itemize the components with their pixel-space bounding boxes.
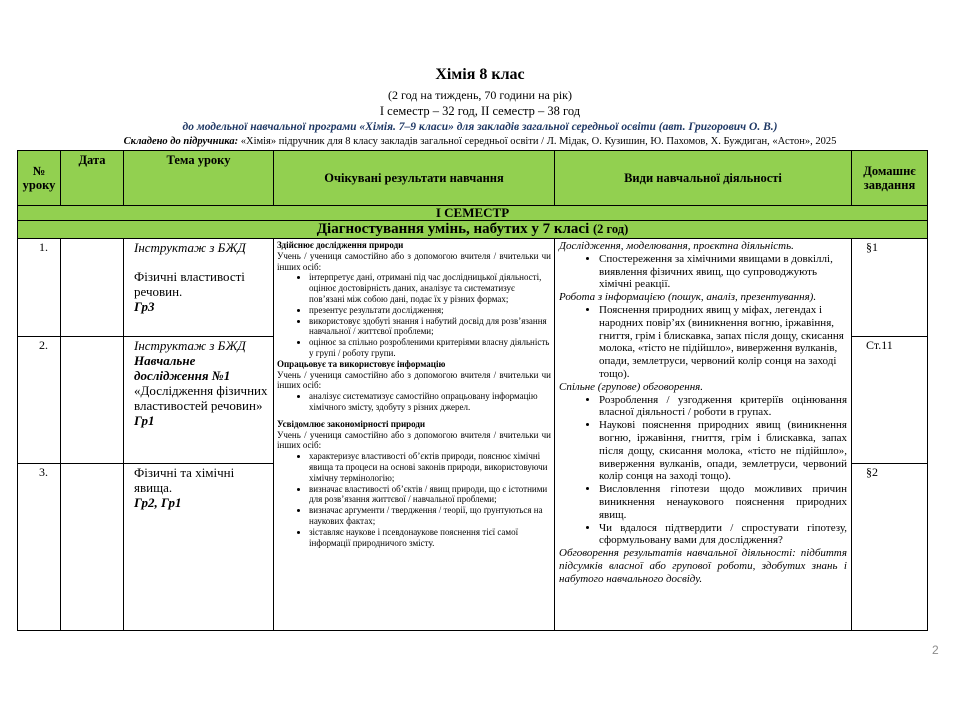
topic-title: «Дослідження фізичних властивостей речовин» (134, 383, 268, 413)
col-header-number: № уроку (18, 151, 61, 206)
activity-list (559, 253, 847, 291)
lesson-plan-table (17, 150, 928, 631)
safety-instruction: Інструктаж з БЖД (134, 240, 246, 255)
group-label: Гр3 (134, 299, 155, 314)
results-intro: Учень / учениця самостійно або з допомогою вчителя / вчительки чи інших осіб: (277, 429, 551, 451)
section-label (18, 221, 928, 239)
semester-label: І СЕМЕСТР (18, 206, 928, 221)
results-heading: Усвідомлює закономірності природи (277, 418, 426, 429)
list-item: • використовує здобуті знання і набутий досвід для розв’язання навчальної / життєвої проблеми; (309, 316, 551, 338)
section-row (18, 221, 928, 239)
list-item: • презентує результати дослідження; (309, 305, 551, 316)
hours-subtitle: (2 год на тиждень, 70 години на рік) (388, 88, 572, 102)
results-list (277, 272, 551, 358)
results-intro: Учень / учениця самостійно або з допомогою вчителя / вчительки чи інших осіб: (277, 250, 551, 272)
lesson-topic (124, 239, 274, 337)
results-heading: Опрацьовує та використовує інформацію (277, 358, 446, 369)
activity-list (559, 394, 847, 548)
semester-hours: І семестр – 32 год, ІІ семестр – 38 год (379, 104, 581, 118)
section-hours: (2 год) (592, 222, 629, 236)
lesson-date (61, 337, 124, 464)
lesson-date (61, 464, 124, 631)
list-item: • визначає властивості об’єктів / явищ природи, що є істотними для розв’язання життєвої / навчальної проблеми; (309, 484, 551, 506)
activity-closing: Обговорення результатів навчальної діяльності: підбиття підсумків власної або групової роботи, здобутих знань і набутого навчального досвіду. (559, 547, 847, 585)
col-header-activities: Види навчальної діяльності (555, 151, 852, 206)
lesson-homework: Ст.11 (852, 337, 928, 464)
research-label: Навчальне дослідження №1 (134, 353, 231, 383)
col-header-homework: Домашнє завдання (852, 151, 928, 206)
activity-intro: Спільне (групове) обговорення. (559, 380, 704, 393)
topic-title: Фізичні властивості речовин. (134, 269, 245, 299)
expected-results (274, 239, 555, 631)
page-title: Хімія 8 клас (435, 66, 525, 83)
table-row (18, 239, 928, 337)
col-header-topic: Тема уроку (124, 151, 274, 206)
results-heading: Здійснює дослідження природи (277, 240, 404, 250)
lesson-topic (124, 337, 274, 464)
lesson-topic (124, 464, 274, 631)
table-header-row (18, 151, 928, 206)
activity-intro: Дослідження, моделювання, проєктна діяльність. (559, 240, 794, 252)
list-item: • Висловлення гіпотези щодо можливих причин виникнення ненаукового пояснення природних явищ. (599, 483, 847, 521)
compiled-text: «Хімія» підручник для 8 класу закладів загальної середньої освіти / Л. Мідак, О. Кузишин, Ю. Пахомов, Х. Буждиган, «Астон», 2025 (238, 136, 837, 147)
list-item: • оцінює за спільно розробленими критеріями власну діяльність у групі / роботу групи. (309, 337, 551, 359)
textbook-reference (0, 136, 960, 147)
list-item: • Розроблення / узгодження критеріїв оцінювання власної діяльності / роботи в групах. (599, 394, 847, 420)
results-intro: Учень / учениця самостійно або з допомогою вчителя / вчительки чи інших осіб: (277, 369, 551, 391)
activity-list (559, 304, 847, 381)
lesson-number: 1. (18, 239, 61, 337)
group-label: Гр2, Гр1 (134, 495, 182, 510)
learning-activities (555, 239, 852, 631)
lesson-homework: §2 (852, 464, 928, 631)
page-number: 2 (932, 643, 939, 657)
list-item: • Наукові пояснення природних явищ (виникнення вогню, іржавіння, гниття, грім і блискавка, запах після дощу, скисання молока, «тісто не підійшло», виверження вулканів, опади, землетруси, червоний колір сонця на заході тощо). (599, 419, 847, 483)
list-item: • характеризує властивості об’єктів природи, пояснює хімічні явища та процеси на основі законів природи, використовуючи хімічну термінологію; (309, 451, 551, 483)
topic-title: Фізичні та хімічні явища. (134, 465, 235, 495)
program-reference: до модельної навчальної програми «Хімія. 7–9 класи» для закладів загальної середньої освіти (авт. Григорович О. В.) (182, 121, 778, 133)
compiled-prefix: Складено до підручника: (123, 136, 239, 147)
list-item: • інтерпретує дані, отримані під час дослідницької діяльності, оцінює достовірність даних, аналізує та систематизує пов’язані між собою дані, подає їх у різних формах; (309, 272, 551, 304)
safety-instruction: Інструктаж з БЖД (134, 338, 246, 353)
semester-row (18, 206, 928, 221)
group-label: Гр1 (134, 413, 155, 428)
lesson-homework: §1 (852, 239, 928, 337)
list-item: • зіставляє наукове і псевдонаукове пояснення тієї самої інформації природничого змісту. (309, 527, 551, 549)
list-item: • Спостереження за хімічними явищами в довкіллі, виявлення фізичних явищ, що супроводжують хімічні реакції. (599, 253, 847, 291)
lesson-number: 3. (18, 464, 61, 631)
results-list (277, 391, 551, 413)
activity-intro: Робота з інформацією (пошук, аналіз, презентування). (559, 291, 817, 304)
results-list (277, 451, 551, 548)
list-item: • аналізує систематизує самостійно опрацьовану інформацію хімічного змісту, здобуту з різних джерел. (309, 391, 551, 413)
col-header-date: Дата (61, 151, 124, 206)
section-title: Діагностування умінь, набутих у 7 класі (316, 221, 590, 237)
list-item: • визначає аргументи / твердження / теорії, що ґрунтуються на наукових фактах; (309, 505, 551, 527)
lesson-number: 2. (18, 337, 61, 464)
lesson-date (61, 239, 124, 337)
col-header-results: Очікувані результати навчання (274, 151, 555, 206)
list-item: • Пояснення природних явищ у міфах, легендах і народних повір’ях (виникнення вогню, іржавіння, гниття, грім і блискавка, запах після дощу, скисання молока, «тісто не підійшло», виверження вулканів, опади, землетруси, червоний колір сонця на заході тощо). (599, 304, 847, 381)
list-item: • Чи вдалося підтвердити / спростувати гіпотезу, сформульовану вами для дослідження? (599, 522, 847, 548)
